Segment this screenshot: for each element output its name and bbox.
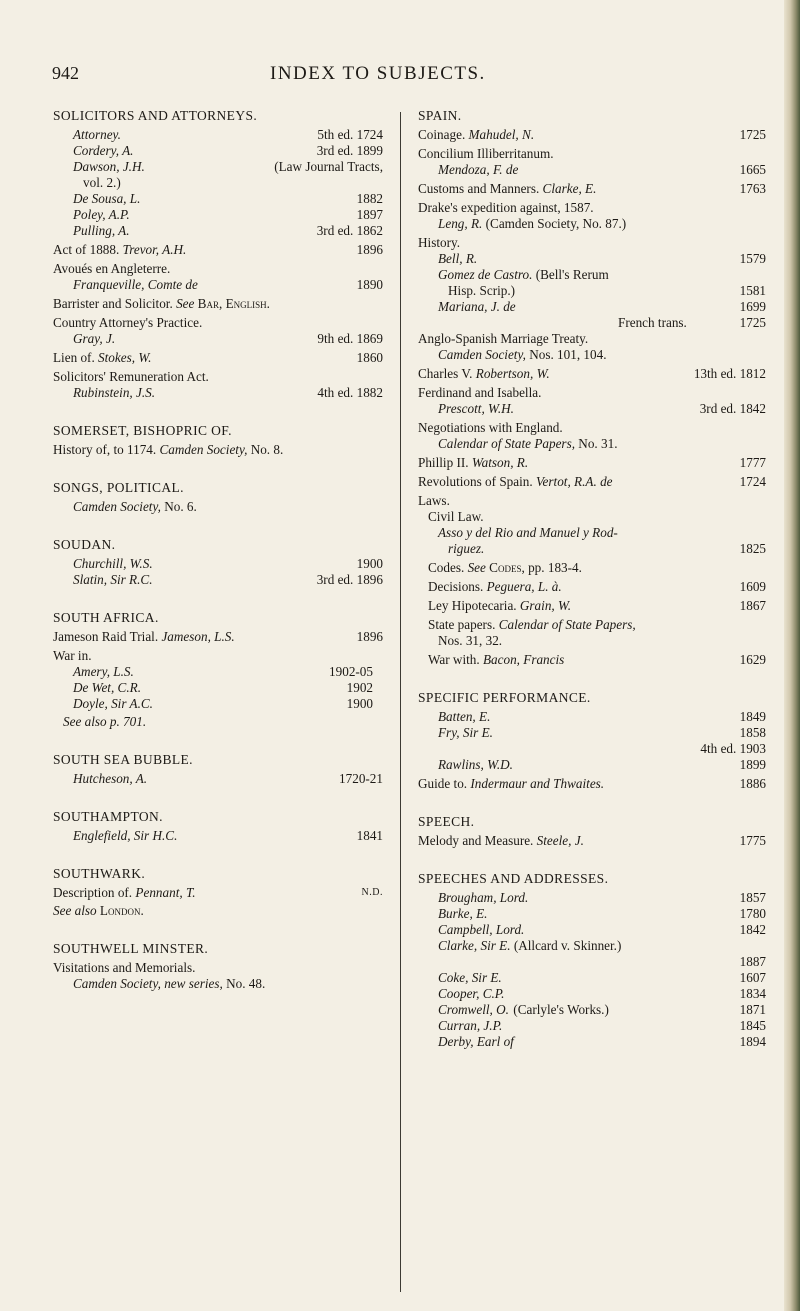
entry-author: Clarke, E. (542, 181, 597, 196)
index-entry (418, 757, 766, 773)
entry-topic: Coinage. (418, 127, 466, 142)
entry-topic: Customs and Manners. (418, 181, 540, 196)
section-southwell (53, 941, 383, 992)
entry-date: 1581 (739, 283, 766, 298)
entry-date: 5th ed. 1724 (317, 127, 383, 142)
column-divider (400, 112, 401, 1292)
index-entry (418, 315, 766, 331)
index-entry (53, 261, 383, 277)
entry-topic: Solicitors' Remuneration Act. (53, 369, 209, 384)
entry-author: Camden Society, (159, 442, 248, 457)
entry-author: Calendar of State Papers, (498, 617, 636, 632)
index-entry (418, 331, 766, 347)
section-heading: SPECIFIC PERFORMANCE. (418, 690, 591, 705)
entry-topic: Concilium Illiberritanum. (418, 146, 554, 161)
entry-date: 3rd ed. 1899 (316, 143, 383, 158)
entry-author: Dawson, J.H. (73, 159, 145, 174)
entry-author: Indermaur and Thwaites. (470, 776, 605, 791)
index-entry (418, 216, 766, 232)
entry-date: 1894 (739, 1034, 766, 1049)
index-entry (418, 833, 766, 849)
entry-subtopic: State papers. (428, 617, 496, 632)
index-entry (53, 385, 383, 401)
entry-topic: Drake's expedition against, 1587. (418, 200, 594, 215)
entry-date: 1725 (739, 315, 766, 330)
entry-author: Hutcheson, A. (73, 771, 148, 786)
index-entry (418, 938, 766, 954)
entry-topic: Country Attorney's Practice. (53, 315, 203, 330)
index-entry (53, 442, 383, 458)
entry-author: Cordery, A. (73, 143, 134, 158)
entry-author: Jameson, L.S. (161, 629, 235, 644)
index-entry (418, 401, 766, 417)
entry-date: 1860 (356, 350, 383, 365)
index-entry (53, 242, 383, 258)
page-header (0, 63, 800, 93)
index-entry (418, 776, 766, 792)
section-heading: SOUTHWARK. (53, 866, 146, 881)
entry-topic: Phillip II. (418, 455, 469, 470)
index-entry (418, 579, 766, 595)
entry-date: 1902 (346, 680, 373, 695)
entry-subtopic: War with. (428, 652, 480, 667)
entry-author: Asso y del Rio and Manuel y Rod- (438, 525, 618, 540)
index-entry (418, 1002, 766, 1018)
entry-date: 1845 (739, 1018, 766, 1033)
entry-author: Cromwell, O. (438, 1002, 509, 1017)
index-entry (53, 960, 383, 976)
index-entry (418, 525, 766, 541)
entry-note: (Carlyle's Works.) (513, 1002, 609, 1017)
index-entry (53, 350, 383, 366)
index-entry (53, 499, 383, 515)
index-entry (418, 455, 766, 471)
entry-topic: Act of 1888. (53, 242, 120, 257)
entry-date: 1780 (739, 906, 766, 921)
section-heading: SOUTHAMPTON. (53, 809, 163, 824)
index-entry (418, 541, 766, 557)
entry-date: N.D. (361, 887, 383, 898)
see-label: See (176, 296, 195, 311)
index-entry (53, 556, 383, 572)
index-entry (418, 181, 766, 197)
entry-author: Cooper, C.P. (438, 986, 505, 1001)
index-entry (53, 127, 383, 143)
entry-author: Prescott, W.H. (438, 401, 514, 416)
entry-date: 1841 (356, 828, 383, 843)
index-entry (418, 299, 766, 315)
index-entry (53, 572, 383, 588)
entry-subtopic: Ley Hipotecaria. (428, 598, 517, 613)
index-entry (418, 741, 766, 757)
entry-author: Clarke, Sir E. (438, 938, 511, 953)
cross-reference: Codes, (489, 560, 525, 575)
section-heading: SPAIN. (418, 108, 462, 123)
section-south-sea-bubble (53, 752, 383, 787)
page-edge (784, 0, 800, 1311)
entry-date: 3rd ed. 1842 (699, 401, 766, 416)
entry-author: Peguera, L. à. (486, 579, 562, 594)
index-entry (53, 903, 383, 919)
index-entry (418, 725, 766, 741)
entry-date: 1871 (739, 1002, 766, 1017)
entry-date: 1842 (739, 922, 766, 937)
index-entry (53, 664, 383, 680)
entry-date: 1882 (356, 191, 383, 206)
entry-date: 1896 (356, 242, 383, 257)
entry-date: 1887 (739, 954, 766, 969)
entry-date: 1849 (739, 709, 766, 724)
entry-note: (Camden Society, No. 87.) (485, 216, 627, 231)
index-entry (418, 598, 766, 614)
entry-pages: pp. 183-4. (528, 560, 582, 575)
entry-date: 1858 (739, 725, 766, 740)
entry-author: Rawlins, W.D. (438, 757, 513, 772)
index-entry (53, 223, 383, 239)
entry-author: Franqueville, Comte de (73, 277, 198, 292)
index-entry (418, 385, 766, 401)
entry-date: 4th ed. 1903 (700, 741, 766, 756)
entry-topic: History of, to 1174. (53, 442, 157, 457)
entry-author: Derby, Earl of (438, 1034, 514, 1049)
entry-topic: War in. (53, 648, 92, 663)
section-solicitors (53, 108, 383, 401)
index-entry (418, 1034, 766, 1050)
entry-date: 1900 (356, 556, 383, 571)
section-somerset (53, 423, 383, 458)
page-number: 942 (52, 63, 79, 83)
entry-author: Trevor, A.H. (122, 242, 187, 257)
index-entry (418, 560, 766, 576)
entry-author: Gomez de Castro. (438, 267, 533, 282)
index-entry (418, 127, 766, 143)
index-entry (53, 885, 383, 901)
running-title: INDEX TO SUBJECTS. (270, 63, 486, 84)
index-entry (53, 648, 383, 664)
cross-reference: Bar, English. (197, 296, 270, 311)
entry-date: 1834 (739, 986, 766, 1001)
entry-author: Brougham, Lord. (438, 890, 529, 905)
index-entry (418, 436, 766, 452)
section-heading: SOMERSET, BISHOPRIC OF. (53, 423, 232, 438)
entry-note: (Allcard v. Skinner.) (513, 938, 622, 953)
index-entry (418, 617, 766, 633)
entry-topic: Laws. (418, 493, 450, 508)
entry-author: Camden Society, new series, (73, 976, 223, 991)
entry-author: Coke, Sir E. (438, 970, 502, 985)
section-speeches-addresses (418, 871, 766, 1050)
entry-topic: Revolutions of Spain. (418, 474, 533, 489)
index-entry (53, 828, 383, 844)
index-entry (418, 347, 766, 363)
entry-date: 1579 (739, 251, 766, 266)
entry-date: 1857 (739, 890, 766, 905)
section-heading: SOUTH SEA BUBBLE. (53, 752, 193, 767)
see-label: See (467, 560, 486, 575)
section-specific-performance (418, 690, 766, 792)
entry-author: Bell, R. (438, 251, 478, 266)
entry-date: 1609 (739, 579, 766, 594)
index-entry (53, 976, 383, 992)
index-entry (418, 493, 766, 509)
index-entry (418, 1018, 766, 1034)
index-entry (418, 162, 766, 178)
index-entry (418, 906, 766, 922)
entry-author: Calendar of State Papers, (438, 436, 575, 451)
entry-note: (Bell's Rerum (535, 267, 609, 282)
section-heading: SOUTHWELL MINSTER. (53, 941, 209, 956)
index-entry (418, 283, 766, 299)
index-entry (418, 890, 766, 906)
entry-date: 1825 (739, 541, 766, 556)
entry-date: 1867 (739, 598, 766, 613)
entry-author: De Wet, C.R. (73, 680, 142, 695)
entry-author: Churchill, W.S. (73, 556, 153, 571)
index-entry (53, 296, 383, 312)
entry-date: 1720-21 (339, 771, 383, 786)
index-entry (418, 420, 766, 436)
index-entry (53, 159, 383, 175)
entry-topic: Anglo-Spanish Marriage Treaty. (418, 331, 589, 346)
entry-topic: Lien of. (53, 350, 95, 365)
index-entry (53, 277, 383, 293)
entry-number: No. 31. (578, 436, 618, 451)
entry-date: 3rd ed. 1896 (316, 572, 383, 587)
entry-author: Mendoza, F. de (438, 162, 519, 177)
entry-number: No. 6. (164, 499, 197, 514)
entry-author: Grain, W. (519, 598, 572, 613)
index-entry (418, 509, 766, 525)
index-entry (53, 315, 383, 331)
entry-author: Batten, E. (438, 709, 491, 724)
index-entry (53, 771, 383, 787)
section-heading: SPEECH. (418, 814, 475, 829)
entry-date: 1899 (739, 757, 766, 772)
entry-author: riguez. (448, 541, 485, 556)
entry-note: French trans. (618, 315, 687, 330)
entry-author: Gray, J. (73, 331, 116, 346)
entry-date: 1763 (739, 181, 766, 196)
entry-date: 1665 (739, 162, 766, 177)
entry-author: Amery, L.S. (73, 664, 134, 679)
entry-author: Pulling, A. (73, 223, 130, 238)
entry-date: 1897 (356, 207, 383, 222)
index-entry (53, 696, 383, 712)
section-soudan (53, 537, 383, 588)
index-entry (418, 267, 766, 283)
entry-subtopic: Decisions. (428, 579, 484, 594)
entry-author: Slatin, Sir R.C. (73, 572, 153, 587)
entry-author: Attorney. (73, 127, 121, 142)
entry-note: vol. 2.) (83, 175, 121, 190)
entry-author: Burke, E. (438, 906, 488, 921)
entry-date: 1607 (739, 970, 766, 985)
entry-note: Hisp. Scrip.) (448, 283, 516, 298)
index-entry (418, 251, 766, 267)
entry-date: 1896 (356, 629, 383, 644)
index-entry (418, 954, 766, 970)
section-spain (418, 108, 766, 668)
index-entry (418, 922, 766, 938)
entry-author: Steele, J. (536, 833, 584, 848)
entry-date: 1777 (739, 455, 766, 470)
entry-author: Watson, R. (471, 455, 529, 470)
section-heading: SONGS, POLITICAL. (53, 480, 184, 495)
entry-number: Nos. 31, 32. (438, 633, 503, 648)
entry-author: Camden Society, (438, 347, 526, 362)
entry-date: 1629 (739, 652, 766, 667)
entry-date: 3rd ed. 1862 (316, 223, 383, 238)
index-entry (418, 986, 766, 1002)
entry-topic: Guide to. (418, 776, 468, 791)
section-south-africa (53, 610, 383, 730)
entry-date: 4th ed. 1882 (317, 385, 383, 400)
entry-date: 13th ed. 1812 (693, 366, 766, 381)
right-column (418, 108, 766, 1050)
entry-author: Camden Society, (73, 499, 161, 514)
section-heading: SOLICITORS AND ATTORNEYS. (53, 108, 258, 123)
index-entry (418, 366, 766, 382)
entry-number: No. 8. (250, 442, 284, 457)
index-entry (53, 143, 383, 159)
entry-author: De Sousa, L. (73, 191, 141, 206)
entry-topic: Melody and Measure. (418, 833, 534, 848)
entry-topic: Charles V. (418, 366, 473, 381)
index-entry (418, 633, 766, 649)
index-entry (418, 235, 766, 251)
index-entry (53, 175, 383, 191)
entry-author: Mahudel, N. (468, 127, 535, 142)
entry-date: 1725 (739, 127, 766, 142)
index-entry (53, 680, 383, 696)
entry-author: Fry, Sir E. (438, 725, 493, 740)
section-southwark (53, 866, 383, 919)
entry-date: 1699 (739, 299, 766, 314)
section-southampton (53, 809, 383, 844)
entry-topic: Negotiations with England. (418, 420, 563, 435)
entry-topic: Jameson Raid Trial. (53, 629, 159, 644)
cross-reference: London. (99, 903, 144, 918)
entry-author: Pennant, T. (135, 885, 196, 900)
entry-author: Englefield, Sir H.C. (73, 828, 178, 843)
entry-author: Vertot, R.A. de (535, 474, 613, 489)
entry-author: Doyle, Sir A.C. (73, 696, 153, 711)
entry-subtopic: Codes. (428, 560, 465, 575)
entry-date: 1900 (346, 696, 373, 711)
section-heading: SPEECHES AND ADDRESSES. (418, 871, 609, 886)
section-speech (418, 814, 766, 849)
entry-topic: Ferdinand and Isabella. (418, 385, 542, 400)
entry-topic: History. (418, 235, 461, 250)
entry-author: Stokes, W. (98, 350, 152, 365)
index-entry (53, 207, 383, 223)
entry-date: 1724 (739, 474, 766, 489)
index-entry (418, 200, 766, 216)
entry-author: Curran, J.P. (438, 1018, 503, 1033)
entry-topic: Avoués en Angleterre. (53, 261, 171, 276)
section-songs (53, 480, 383, 515)
see-also: See also p. 701. (63, 714, 147, 729)
entry-date: 1890 (356, 277, 383, 292)
entry-author: Leng, R. (438, 216, 483, 231)
entry-author: Campbell, Lord. (438, 922, 525, 937)
entry-author: Poley, A.P. (73, 207, 130, 222)
entry-date: 1775 (739, 833, 766, 848)
entry-topic: Visitations and Memorials. (53, 960, 196, 975)
entry-subtopic: Civil Law. (428, 509, 484, 524)
entry-author: Robertson, W. (475, 366, 550, 381)
index-entry (418, 970, 766, 986)
entry-number: Nos. 101, 104. (529, 347, 607, 362)
entry-number: No. 48. (226, 976, 266, 991)
section-heading: SOUDAN. (53, 537, 116, 552)
entry-date: 1886 (739, 776, 766, 791)
entry-author: Rubinstein, J.S. (73, 385, 156, 400)
entry-date: 1902-05 (329, 664, 373, 679)
index-entry (53, 369, 383, 385)
index-entry (53, 629, 383, 645)
index-entry (53, 191, 383, 207)
entry-author: Mariana, J. de (438, 299, 516, 314)
see-also-label: See also (53, 903, 97, 918)
index-entry (418, 474, 766, 490)
entry-date: (Law Journal Tracts, (274, 159, 383, 174)
left-column (53, 108, 383, 992)
index-entry (418, 709, 766, 725)
entry-topic: Description of. (53, 885, 133, 900)
entry-topic: Barrister and Solicitor. (53, 296, 173, 311)
index-entry (418, 652, 766, 668)
index-entry (418, 146, 766, 162)
entry-date: 9th ed. 1869 (317, 331, 383, 346)
section-heading: SOUTH AFRICA. (53, 610, 159, 625)
entry-author: Bacon, Francis (482, 652, 565, 667)
index-entry (53, 331, 383, 347)
index-entry (53, 714, 383, 730)
